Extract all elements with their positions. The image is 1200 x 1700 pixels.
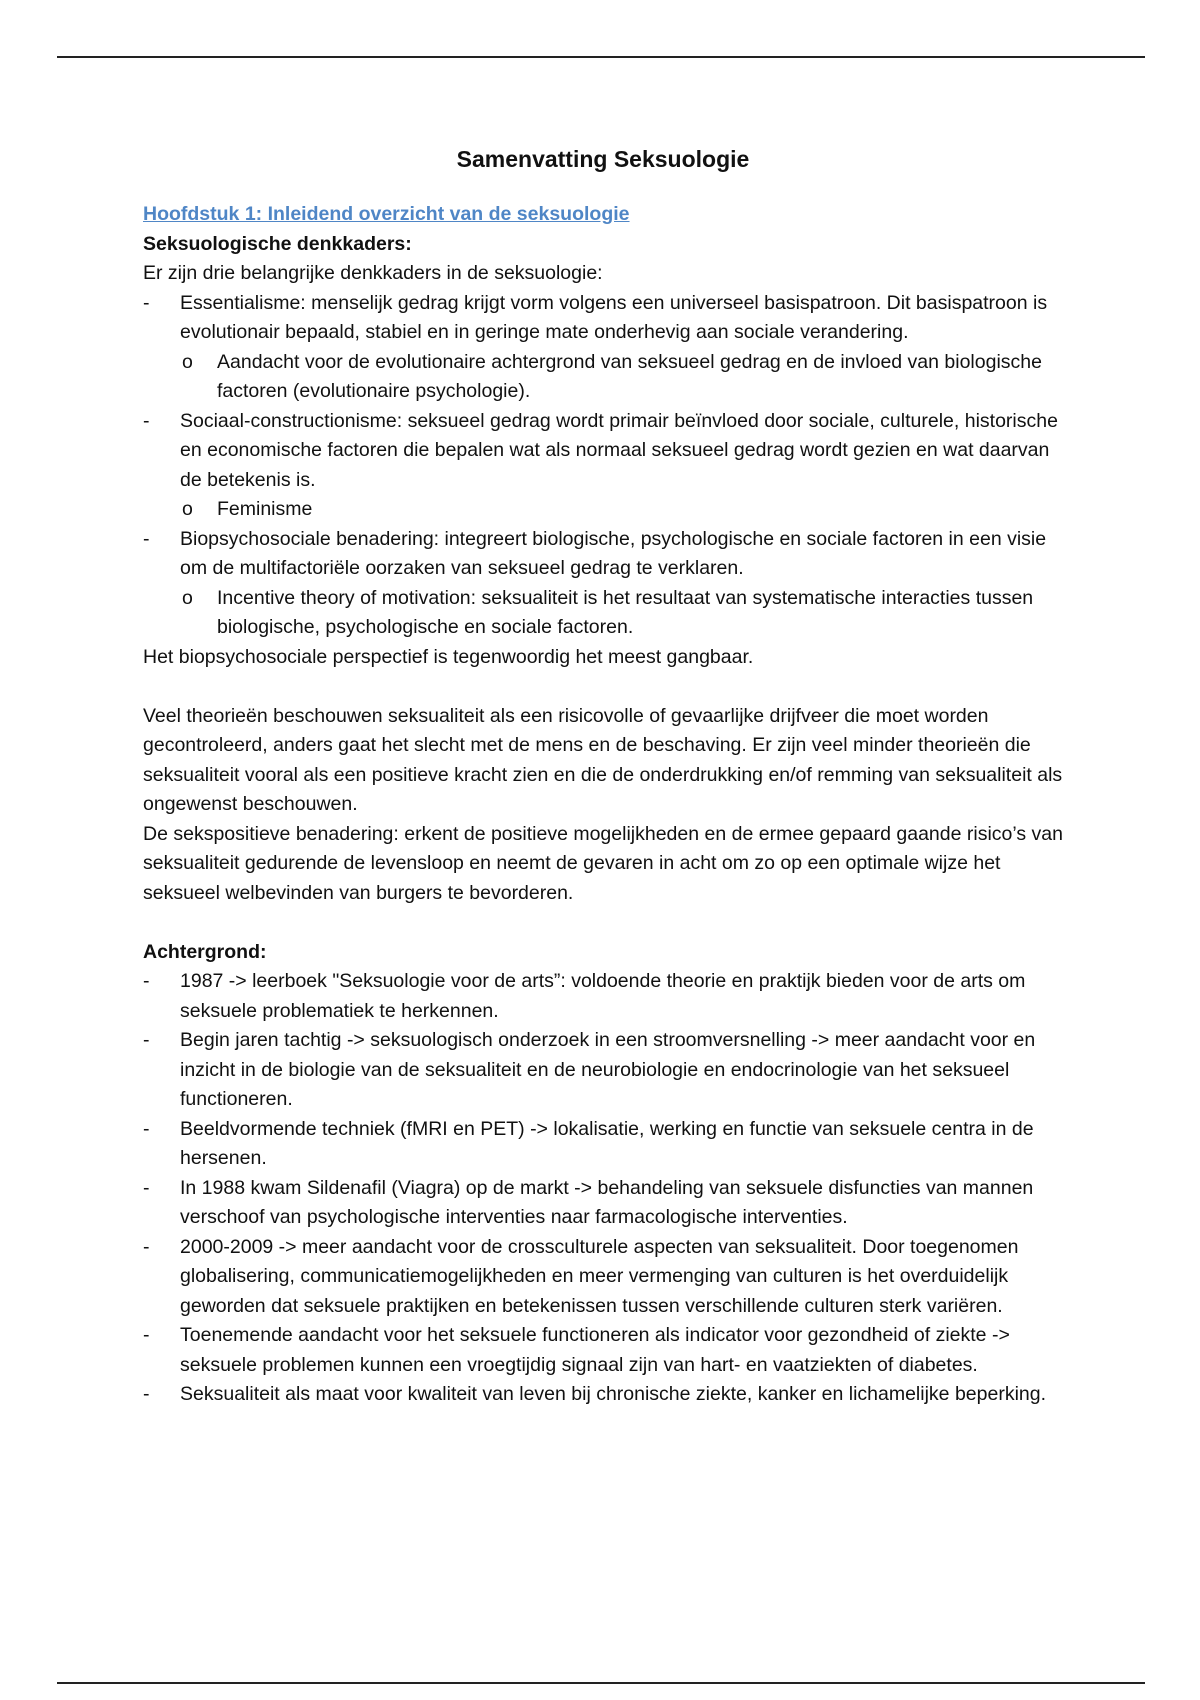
sub-list-item: o Aandacht voor de evolutionaire achtergrond van seksueel gedrag en de invloed van biologische factoren (evolutionaire psychologie). xyxy=(180,348,1063,407)
section-heading-achtergrond: Achtergrond: xyxy=(143,940,267,963)
document-title: Samenvatting Seksuologie xyxy=(456,146,750,172)
sub-list-item: o Incentive theory of motivation: seksualiteit is het resultaat van systematische interacties tussen biologische, psychologische en sociale factoren. xyxy=(180,584,1063,643)
achtergrond-list xyxy=(143,967,1063,1410)
section-heading-denkkaders: Seksuologische denkkaders: xyxy=(143,232,412,255)
list-item-text: Biopsychosociale benadering: integreert biologische, psychologische en sociale factoren in een visie om de multifactoriële oorzaken van seksueel gedrag te verklaren. xyxy=(180,527,1047,579)
paragraph-theories: Veel theorieën beschouwen seksualiteit als een risicovolle of gevaarlijke drijfveer die moet worden gecontroleerd, anders gaat het slecht met de mens en de beschaving. Er zijn veel minder theorieën die seksualiteit vooral als een positieve kracht zien en die de onderdrukking en/of remming van seksualiteit als ongewenst beschouwen. xyxy=(143,704,1063,815)
denkkaders-list xyxy=(143,289,1063,643)
document-body xyxy=(143,144,1063,1410)
section-intro: Er zijn drie belangrijke denkkaders in de seksuologie: xyxy=(143,262,603,284)
header-rule xyxy=(57,56,1145,58)
list-item xyxy=(143,407,1063,525)
sub-list xyxy=(180,348,1063,407)
list-item-text: Essentialisme: menselijk gedrag krijgt vorm volgens een universeel basispatroon. Dit basispatroon is evolutionair bepaald, stabiel en in geringe mate onderhevig aan sociale verandering. xyxy=(180,291,1048,343)
list-item xyxy=(143,525,1063,643)
list-item: - 2000-2009 -> meer aandacht voor de crossculturele aspecten van seksualiteit. Door toegenomen globalisering, communicatiemogelijkheden en meer vermenging van culturen is het overduidelijk geworden dat seksuele praktijken en betekenissen tussen verschillende culturen sterk variëren. xyxy=(143,1233,1063,1322)
list-item-text: Sociaal-constructionisme: seksueel gedrag wordt primair beïnvloed door sociale, culturele, historische en economische factoren die bepalen wat als normaal seksueel gedrag wordt gezien en wat daarvan de betekenis is. xyxy=(180,409,1058,491)
list-item: - Toenemende aandacht voor het seksuele functioneren als indicator voor gezondheid of ziekte -> seksuele problemen kunnen een vroegtijdig signaal zijn van hart- en vaatziekten of diabetes. xyxy=(143,1321,1063,1380)
chapter-heading[interactable]: Hoofdstuk 1: Inleidend overzicht van de seksuologie xyxy=(143,203,630,225)
list-item xyxy=(143,289,1063,407)
footer-rule xyxy=(57,1682,1145,1684)
section-conclusion: Het biopsychosociale perspectief is tegenwoordig het meest gangbaar. xyxy=(143,645,754,668)
sub-list xyxy=(180,584,1063,643)
list-item: - Begin jaren tachtig -> seksuologisch onderzoek in een stroomversnelling -> meer aandacht voor en inzicht in de biologie van de seksualiteit en de neurobiologie en endocrinologie van het seksueel functioneren. xyxy=(143,1026,1063,1115)
list-item: - In 1988 kwam Sildenafil (Viagra) op de markt -> behandeling van seksuele disfuncties van mannen verschoof van psychologische interventies naar farmacologische interventies. xyxy=(143,1174,1063,1233)
sub-list-item: o Feminisme xyxy=(180,495,1063,525)
blank-line xyxy=(143,908,1063,938)
blank-line xyxy=(143,672,1063,702)
paragraph-sekspositief: De sekspositieve benadering: erkent de positieve mogelijkheden en de ermee gepaard gaande risico’s van seksualiteit gedurende de levensloop en neemt de gevaren in acht om zo op een optimale wijze het seksueel welbevinden van burgers te bevorderen. xyxy=(143,822,1063,904)
sub-list xyxy=(180,495,1063,525)
list-item: - Seksualiteit als maat voor kwaliteit van leven bij chronische ziekte, kanker en lichamelijke beperking. xyxy=(143,1380,1063,1410)
list-item: - Beeldvormende techniek (fMRI en PET) -> lokalisatie, werking en functie van seksuele centra in de hersenen. xyxy=(143,1115,1063,1174)
list-item: - 1987 -> leerboek "Seksuologie voor de arts”: voldoende theorie en praktijk bieden voor de arts om seksuele problematiek te herkennen. xyxy=(143,967,1063,1026)
